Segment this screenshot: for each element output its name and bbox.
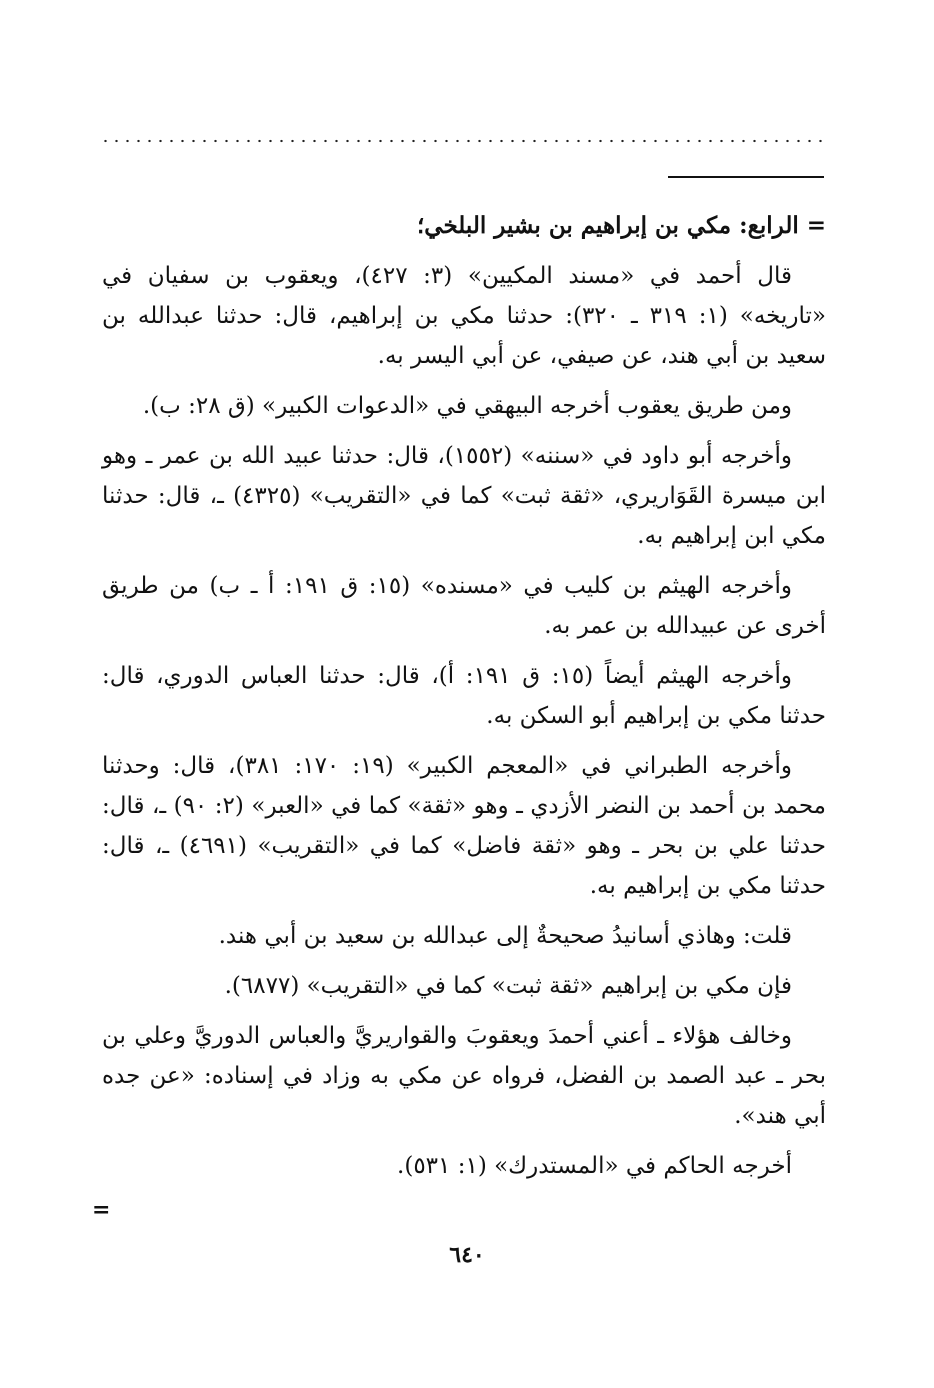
paragraph-abu-dawud: وأخرجه أبو داود في «سننه» (١٥٥٢)، قال: حدثنا عبيد الله بن عمر ـ وهو ابن ميسرة القَوَاريري، «ثقة ثبت» كما في «التقريب» (٤٣٢٥) ـ، قال: حدثنا مكي ابن إبراهيم به.	[102, 443, 826, 549]
paragraph-ahmad: قال أحمد في «مسند المكيين» (٣: ٤٢٧)، ويعقوب بن سفيان في «تاريخه» (١: ٣١٩ ـ ٣٢٠): حدثنا مكي بن إبراهيم، قال: حدثنا عبدالله بن سعيد بن أبي هند، عن صيفي، عن أبي اليسر به.	[102, 263, 826, 369]
paragraph-haytham-2: وأخرجه الهيثم أيضاً (١٥: ق ١٩١: أ)، قال: حدثنا العباس الدوري، قال: حدثنا مكي بن إبراهيم أبو السكن به.	[102, 663, 826, 729]
comment-sahih: قلت: وهاذي أسانيدُ صحيحةٌ إلى عبدالله بن سعيد بن أبي هند.	[218, 923, 792, 949]
paragraph-hakim: أخرجه الحاكم في «المستدرك» (١: ٥٣١).	[397, 1153, 792, 1179]
paragraph-tabarani: وأخرجه الطبراني في «المعجم الكبير» (١٩: ١٧٠: ٣٨١)، قال: وحدثنا محمد بن أحمد بن النضر الأزدي ـ وهو «ثقة» كما في «العبر» (٢: ٩٠) ـ، قال: حدثنا علي بن بحر ـ وهو «ثقة فاضل» كما في «التقريب» (٤٦٩١) ـ، قال: حدثنا مكي بن إبراهيم به.	[102, 753, 826, 899]
dotted-separator	[100, 139, 824, 143]
paragraph-bayhaqi: ومن طريق يعقوب أخرجه البيهقي في «الدعوات الكبير» (ق ٢٨: ب).	[142, 393, 792, 419]
continuation-mark: =	[92, 1197, 111, 1223]
paragraph-haytham-1: وأخرجه الهيثم بن كليب في «مسنده» (١٥: ق ١٩١: أ ـ ب) من طريق أخرى عن عبيدالله بن عمر به.	[102, 573, 826, 639]
paragraph-disagreement: وخالف هؤلاء ـ أعني أحمدَ ويعقوبَ والقواريريَّ والعباس الدوريَّ وعلي بن بحر ـ عبد الصمد بن الفضل، فرواه عن مكي به وزاد في إسناده: «عن جده أبي هند».	[102, 1023, 826, 1129]
footnote-heading: = الرابع: مكي بن إبراهيم بن بشير البلخي؛	[416, 212, 826, 239]
page-number: ٦٤٠	[449, 1242, 485, 1268]
comment-makki: فإن مكي بن إبراهيم «ثقة ثبت» كما في «التقريب» (٦٨٧٧).	[224, 973, 792, 999]
footnote-rule	[668, 176, 824, 178]
footnote-body	[102, 206, 826, 1196]
